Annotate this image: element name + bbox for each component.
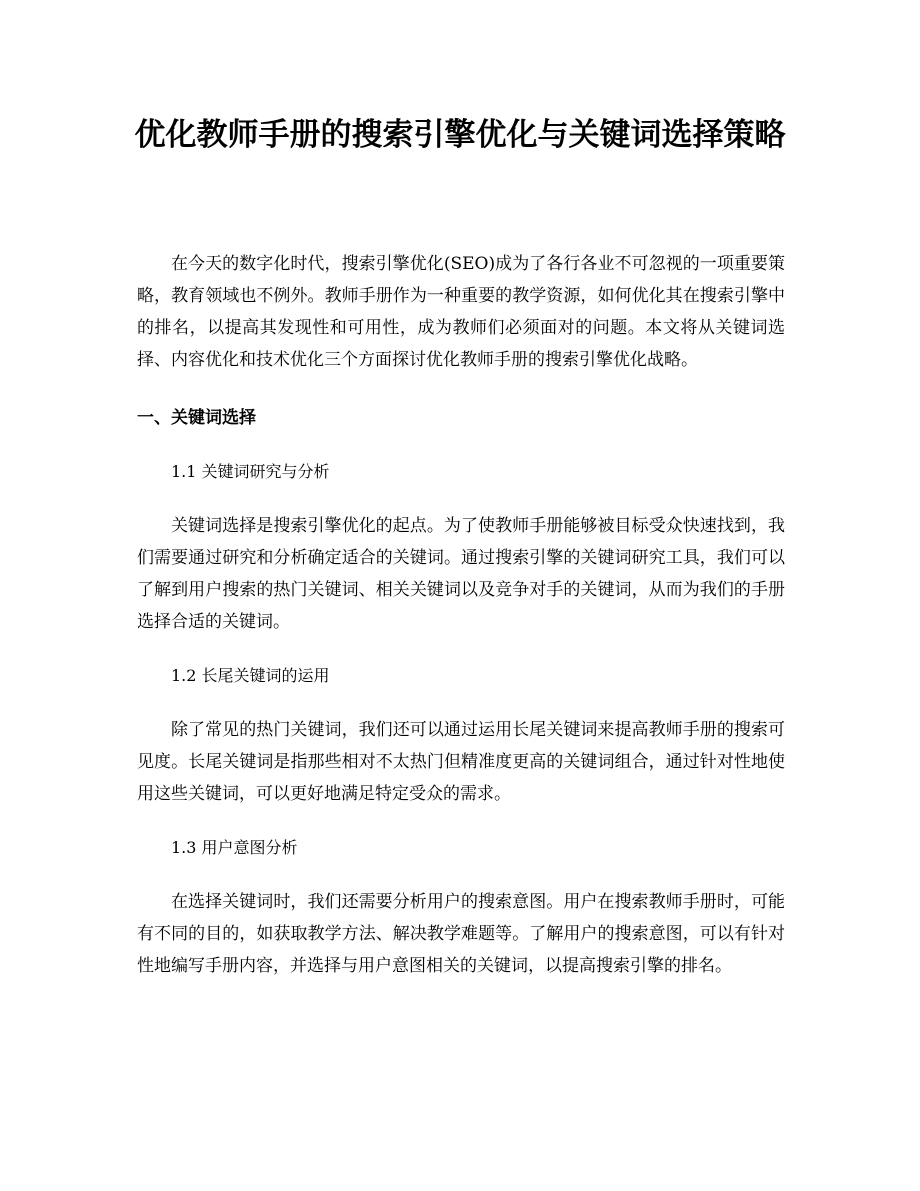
subsection-heading-1-2: 1.2 长尾关键词的运用: [171, 666, 330, 685]
subsection-heading-1-1: 1.1 关键词研究与分析: [171, 462, 330, 481]
document-body: [137, 248, 785, 982]
intro-paragraph: 在今天的数字化时代，搜索引擎优化(SEO)成为了各行各业不可忽视的一项重要策略，教育领域也不例外。教师手册作为一种重要的教学资源，如何优化其在搜索引擎中的排名，以提高其发现性和可用性，成为教师们必须面对的问题。本文将从关键词选择、内容优化和技术优化三个方面探讨优化教师手册的搜索引擎优化战略。: [137, 254, 785, 370]
subsection-body-1-2: 除了常见的热门关键词，我们还可以通过运用长尾关键词来提高教师手册的搜索可见度。长尾关键词是指那些相对不太热门但精准度更高的关键词组合，通过针对性地使用这些关键词，可以更好地满足特定受众的需求。: [137, 720, 785, 804]
subsection-heading-1-3: 1.3 用户意图分析: [171, 838, 298, 857]
subsection-body-1-1: 关键词选择是搜索引擎优化的起点。为了使教师手册能够被目标受众快速找到，我们需要通过研究和分析确定适合的关键词。通过搜索引擎的关键词研究工具，我们可以了解到用户搜索的热门关键词、相关关键词以及竞争对手的关键词，从而为我们的手册选择合适的关键词。: [137, 516, 785, 632]
document-title: 优化教师手册的搜索引擎优化与关键词选择策略: [134, 117, 786, 153]
section-heading-keyword-selection: 一、关键词选择: [137, 408, 256, 428]
subsection-body-1-3: 在选择关键词时，我们还需要分析用户的搜索意图。用户在搜索教师手册时，可能有不同的目的，如获取教学方法、解决教学难题等。了解用户的搜索意图，可以有针对性地编写手册内容，并选择与用户意图相关的关键词，以提高搜索引擎的排名。: [137, 892, 785, 976]
